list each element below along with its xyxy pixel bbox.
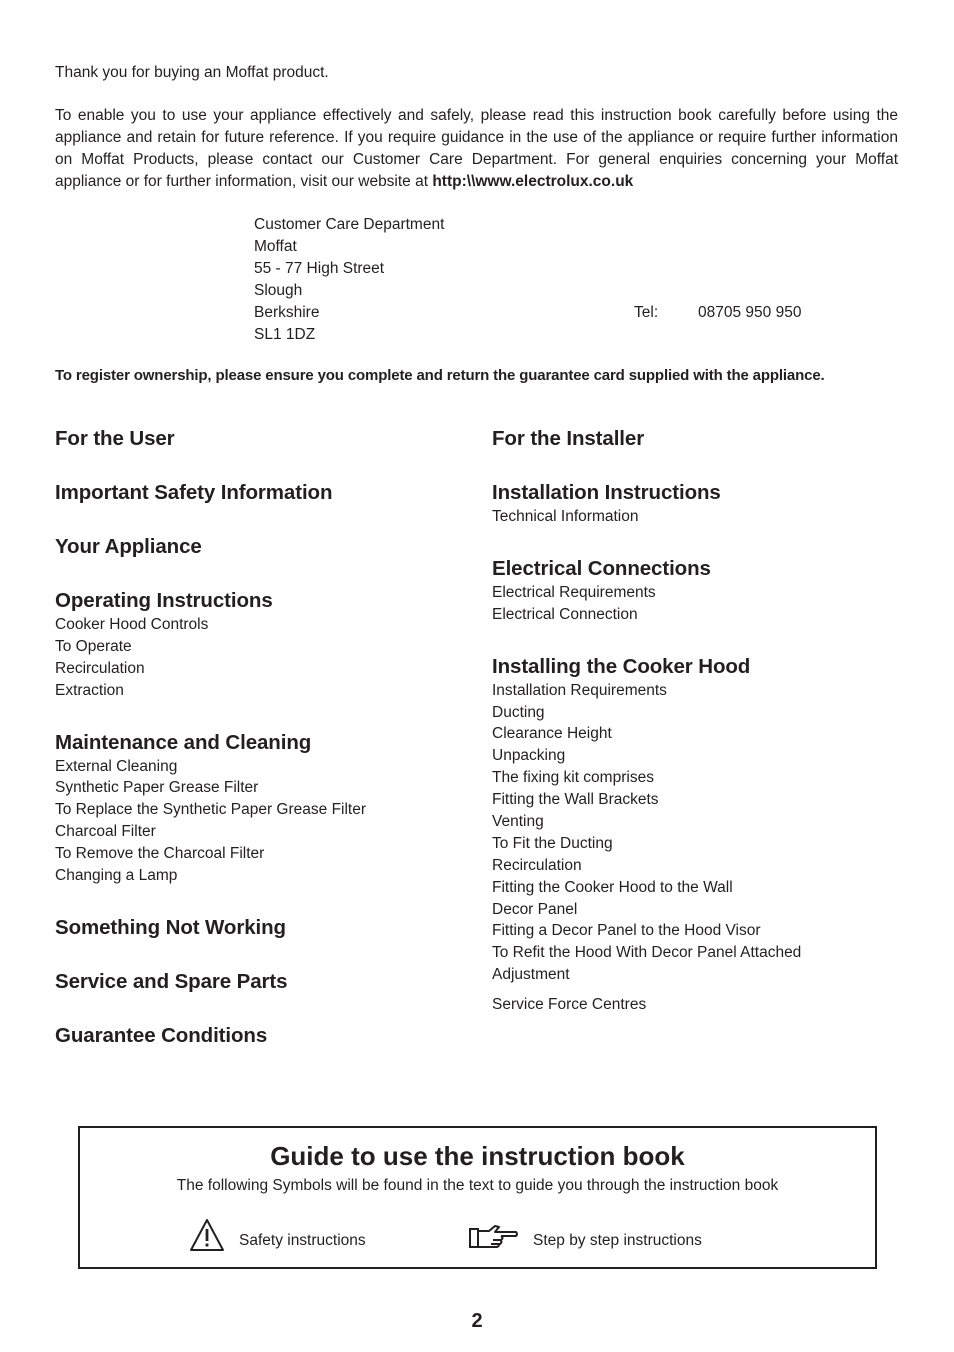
toc-left-column: [55, 425, 475, 1076]
toc-section: [55, 533, 475, 560]
toc-item: To Fit the Ducting: [492, 834, 613, 852]
toc-item: Venting: [492, 813, 544, 831]
toc-section: [55, 1022, 475, 1049]
toc-section: [492, 425, 932, 452]
address-line: Slough: [254, 282, 303, 299]
toc-item: Synthetic Paper Grease Filter: [55, 779, 259, 797]
address-line: SL1 1DZ: [254, 326, 316, 343]
step-by-step-label: Step by step instructions: [533, 1232, 702, 1249]
toc-heading: Electrical Connections: [492, 556, 711, 580]
website-link[interactable]: http:\\www.electrolux.co.uk: [432, 173, 634, 190]
address-line: Berkshire: [254, 304, 320, 321]
toc-item: Fitting a Decor Panel to the Hood Visor: [492, 922, 761, 940]
toc-heading: Your Appliance: [55, 535, 202, 558]
address-line: Customer Care Department: [254, 216, 445, 233]
toc-item: Electrical Requirements: [492, 583, 656, 601]
toc-section: [492, 555, 932, 626]
toc-right-column: [492, 425, 932, 1013]
toc-section: [55, 479, 475, 506]
toc-item: Ducting: [492, 703, 545, 721]
toc-heading: Installation Instructions: [492, 481, 721, 504]
toc-section: [55, 729, 475, 887]
address-line: 55 - 77 High Street: [254, 260, 385, 277]
toc-item: External Cleaning: [55, 757, 178, 775]
toc-item: Unpacking: [492, 747, 566, 765]
toc-heading: Something Not Working: [55, 915, 286, 939]
toc-section: [492, 479, 932, 528]
warning-triangle-icon: [189, 1218, 225, 1252]
toc-item: Recirculation: [492, 856, 582, 874]
toc-item: Fitting the Wall Brackets: [492, 791, 659, 809]
intro-thanks: Thank you for buying an Moffat product.: [55, 64, 329, 81]
toc-heading: For the Installer: [492, 427, 645, 450]
toc-item: Clearance Height: [492, 725, 612, 743]
page-number: 2: [471, 1310, 483, 1332]
instruction-guide-box: [78, 1126, 877, 1269]
guide-subtitle: The following Symbols will be found in the text to guide you through the instruction book: [176, 1177, 779, 1194]
tel-number: 08705 950 950: [698, 304, 802, 321]
toc-item: To Replace the Synthetic Paper Grease Filter: [55, 801, 367, 819]
toc-item: Technical Information: [492, 508, 639, 525]
pointing-hand-icon: [469, 1223, 519, 1251]
toc-item: Charcoal Filter: [55, 823, 156, 841]
toc-heading: Operating Instructions: [55, 589, 273, 612]
toc-section: [55, 968, 475, 995]
toc-item: To Remove the Charcoal Filter: [55, 845, 265, 863]
intro-paragraph-text: To enable you to use your appliance effectively and safely, please read this instruction book carefully before using the appliance and retain for future reference. If you require guidance in the use of the appliance or require further information on Moffat Products, please contact our Customer Care Department. For general enquiries concerning your Moffat appliance or for further information, visit our website at: [55, 107, 898, 190]
toc-item: Adjustment: [492, 966, 570, 984]
toc-item: To Refit the Hood With Decor Panel Attached: [492, 944, 802, 962]
toc-heading: Service and Spare Parts: [55, 969, 288, 993]
address-block: [254, 214, 444, 346]
register-note: To register ownership, please ensure you complete and return the guarantee card supplied with the appliance.: [55, 367, 825, 384]
toc-heading: Maintenance and Cleaning: [55, 730, 312, 754]
toc-item: Extraction: [55, 681, 124, 699]
toc-item: Cooker Hood Controls: [55, 616, 209, 633]
toc-item-service-force: Service Force Centres: [492, 996, 647, 1013]
toc-section: [492, 653, 932, 986]
toc-section: [55, 425, 475, 452]
safety-instructions-label: Safety instructions: [239, 1232, 366, 1249]
toc-item: The fixing kit comprises: [492, 769, 654, 787]
intro-paragraph: [55, 105, 898, 193]
toc-section: [55, 587, 475, 702]
toc-item: Changing a Lamp: [55, 867, 178, 885]
toc-item: To Operate: [55, 637, 132, 655]
toc-item: Fitting the Cooker Hood to the Wall: [492, 878, 733, 896]
address-line: Moffat: [254, 238, 297, 255]
toc-item: Installation Requirements: [492, 681, 667, 699]
guide-title: Guide to use the instruction book: [270, 1141, 685, 1171]
toc-item: Recirculation: [55, 659, 145, 677]
toc-section: [55, 914, 475, 941]
toc-heading: Guarantee Conditions: [55, 1023, 268, 1047]
toc-heading: Important Safety Information: [55, 481, 333, 504]
toc-item: Electrical Connection: [492, 605, 638, 623]
toc-item: Decor Panel: [492, 900, 578, 918]
toc-heading: Installing the Cooker Hood: [492, 654, 751, 678]
toc-heading: For the User: [55, 427, 175, 450]
tel-label: Tel:: [634, 304, 659, 321]
